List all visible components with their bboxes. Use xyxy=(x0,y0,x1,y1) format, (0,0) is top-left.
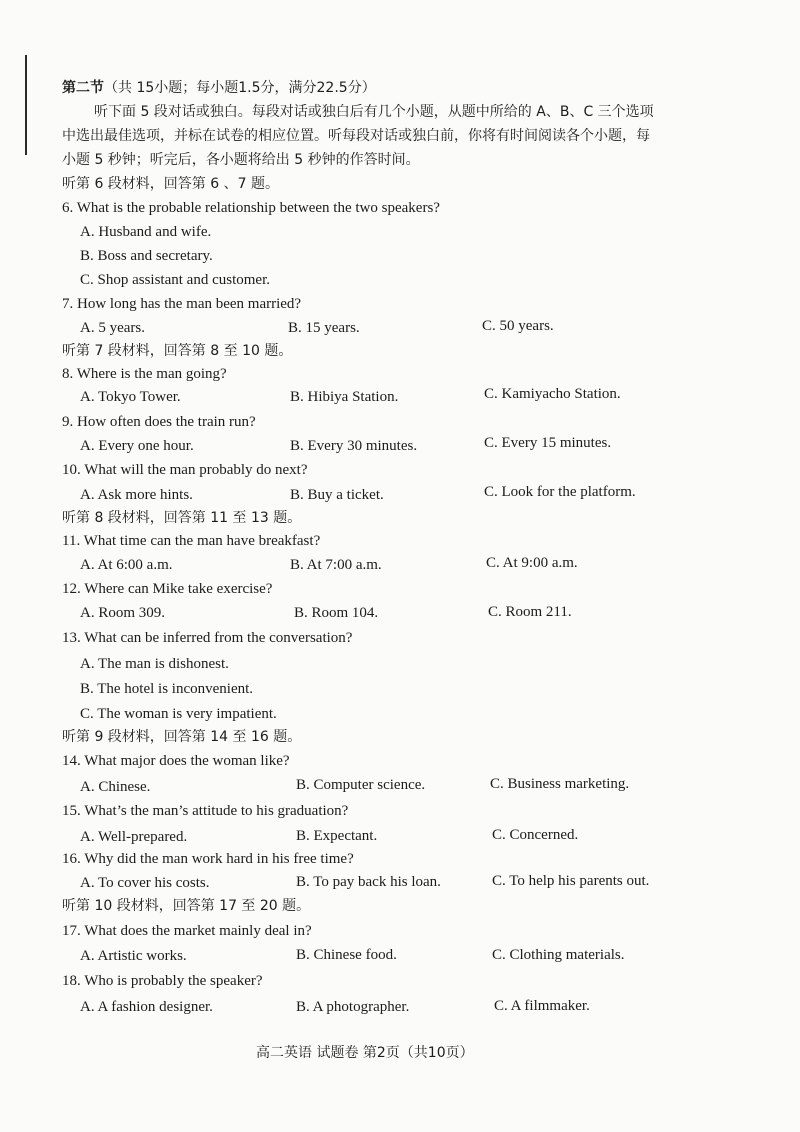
option: C. Look for the platform. xyxy=(484,484,636,500)
instruction-line: 听下面 5 段对话或独白。每段对话或独白后有几个小题，从题中所给的 A、B、C 三个选项 xyxy=(94,104,654,120)
option: A. At 6:00 a.m. xyxy=(80,557,173,573)
question-stem: 17. What does the market mainly deal in? xyxy=(62,923,312,939)
question-stem: 6. What is the probable relationship between the two speakers? xyxy=(62,200,440,216)
option: B. The hotel is inconvenient. xyxy=(80,681,254,697)
option: C. Shop assistant and customer. xyxy=(80,272,270,288)
material-heading: 听第 6 段材料，回答第 6 、7 题。 xyxy=(62,176,279,192)
option: A. Room 309. xyxy=(80,605,166,621)
option: C. A filmmaker. xyxy=(494,998,590,1014)
option: C. Room 211. xyxy=(488,604,572,620)
question-stem: 18. Who is probably the speaker? xyxy=(62,973,263,989)
option: B. Every 30 minutes. xyxy=(290,438,418,454)
option: B. Expectant. xyxy=(296,828,378,844)
option: A. To cover his costs. xyxy=(80,875,210,891)
option: A. Tokyo Tower. xyxy=(80,389,181,405)
option: B. Chinese food. xyxy=(296,947,397,963)
option: A. Well-prepared. xyxy=(80,829,188,845)
option: A. Husband and wife. xyxy=(80,224,212,240)
option: C. To help his parents out. xyxy=(492,873,650,889)
question-stem: 16. Why did the man work hard in his free time? xyxy=(62,851,354,867)
option: C. The woman is very impatient. xyxy=(80,706,277,722)
option: B. Room 104. xyxy=(294,605,379,621)
section-title: 第二节 xyxy=(62,80,104,96)
question-stem: 9. How often does the train run? xyxy=(62,414,256,430)
option: C. Business marketing. xyxy=(490,776,630,792)
option: A. A fashion designer. xyxy=(80,999,213,1015)
option: A. The man is dishonest. xyxy=(80,656,229,672)
material-heading: 听第 10 段材料，回答第 17 至 20 题。 xyxy=(62,898,311,914)
option: B. Buy a ticket. xyxy=(290,487,384,503)
question-stem: 8. Where is the man going? xyxy=(62,366,227,382)
option: A. Ask more hints. xyxy=(80,487,193,503)
option: A. 5 years. xyxy=(80,320,145,336)
page-footer: 高二英语 试题卷 第2页（共10页） xyxy=(256,1045,474,1061)
option: B. 15 years. xyxy=(288,320,360,336)
option: C. Every 15 minutes. xyxy=(484,435,612,451)
option: A. Every one hour. xyxy=(80,438,194,454)
option: C. Clothing materials. xyxy=(492,947,625,963)
option: B. At 7:00 a.m. xyxy=(290,557,382,573)
instruction-line: 小题 5 秒钟；听完后，各小题将给出 5 秒钟的作答时间。 xyxy=(62,152,420,168)
option: B. Boss and secretary. xyxy=(80,248,213,264)
instruction-line: 中选出最佳选项，并标在试卷的相应位置。听每段对话或独白前，你将有时间阅读各个小题，每 xyxy=(62,128,650,144)
option: C. Kamiyacho Station. xyxy=(484,386,621,402)
option: C. At 9:00 a.m. xyxy=(486,555,578,571)
option: B. Computer science. xyxy=(296,777,426,793)
section-header xyxy=(62,78,376,98)
question-stem: 13. What can be inferred from the conversation? xyxy=(62,630,353,646)
question-stem: 11. What time can the man have breakfast? xyxy=(62,533,321,549)
option: A. Artistic works. xyxy=(80,948,187,964)
margin-line xyxy=(25,55,27,155)
option: A. Chinese. xyxy=(80,779,151,795)
option: B. Hibiya Station. xyxy=(290,389,399,405)
option: B. A photographer. xyxy=(296,999,410,1015)
question-stem: 12. Where can Mike take exercise? xyxy=(62,581,273,597)
question-stem: 15. What’s the man’s attitude to his graduation? xyxy=(62,803,349,819)
material-heading: 听第 9 段材料，回答第 14 至 16 题。 xyxy=(62,729,302,745)
section-rule: （共 15小题；每小题1.5分，满分22.5分） xyxy=(104,80,376,96)
material-heading: 听第 8 段材料，回答第 11 至 13 题。 xyxy=(62,510,302,526)
question-stem: 7. How long has the man been married? xyxy=(62,296,302,312)
question-stem: 14. What major does the woman like? xyxy=(62,753,290,769)
material-heading: 听第 7 段材料，回答第 8 至 10 题。 xyxy=(62,343,293,359)
option: C. 50 years. xyxy=(482,318,554,334)
option: C. Concerned. xyxy=(492,827,579,843)
option: B. To pay back his loan. xyxy=(296,874,441,890)
question-stem: 10. What will the man probably do next? xyxy=(62,462,308,478)
